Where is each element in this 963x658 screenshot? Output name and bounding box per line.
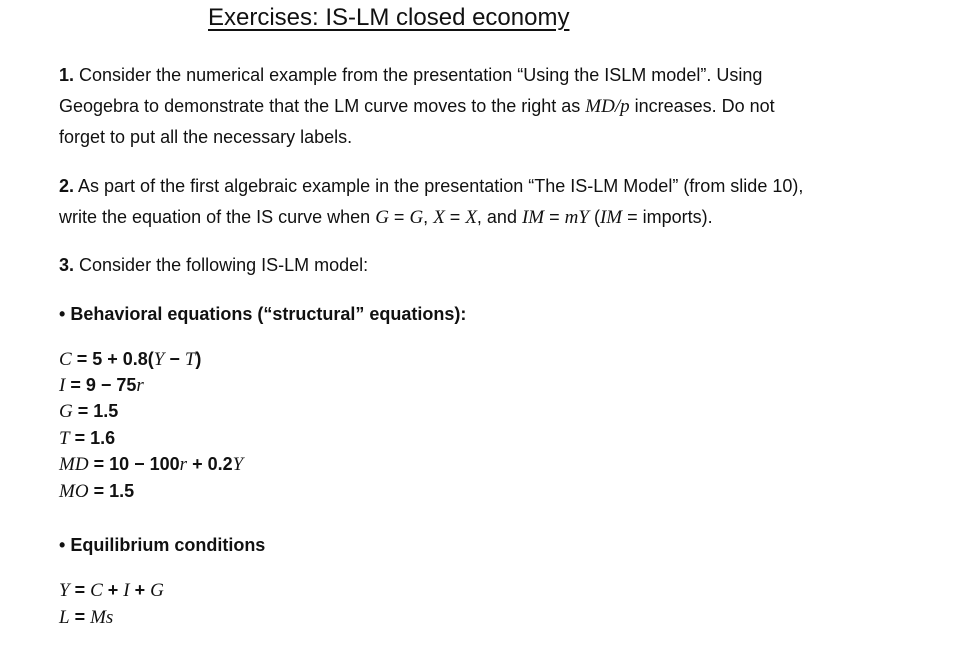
q1-text-b1: Geogebra to demonstrate that the LM curve moves to the right as — [59, 96, 586, 116]
equation-money-market — [59, 607, 113, 629]
eq-rhs: + 0.2 — [187, 454, 233, 474]
eq-rhs: = 5 + 0.8( — [71, 349, 154, 369]
equation-government — [59, 401, 118, 423]
eq-rhs: = — [69, 607, 91, 627]
q2-text-b1: write the equation of the IS curve when — [59, 207, 376, 227]
eq-lhs: Y — [59, 580, 70, 601]
equation-money-demand — [59, 454, 243, 476]
q1-number: 1. — [59, 65, 75, 85]
eq-var: r — [179, 454, 188, 475]
q2-text-eq1: = — [388, 207, 410, 227]
q1-line-1 — [59, 60, 775, 91]
eq-var: r — [136, 375, 144, 396]
question-1 — [59, 60, 775, 153]
eq-lhs: G — [59, 401, 73, 422]
eq-rhs: = 1.5 — [88, 481, 135, 501]
equation-money-supply — [59, 481, 134, 503]
eq-var: Ms — [90, 607, 114, 628]
q2-text-tail: = imports). — [622, 207, 713, 227]
eq-lhs: T — [59, 428, 70, 449]
q2-text-sep1: , — [423, 207, 434, 227]
eq-var: T — [184, 349, 196, 370]
q2-text-sep2: , and — [476, 207, 522, 227]
q2-math-xbar: X — [465, 207, 477, 228]
q2-line-1 — [59, 171, 803, 202]
eq-rhs: ) — [195, 349, 202, 369]
question-3 — [59, 250, 368, 281]
eq-lhs: MO — [59, 481, 89, 502]
q2-line-2 — [59, 202, 803, 233]
q2-text-a: As part of the first algebraic example in the presentation “The IS-LM Model” (from slide 10), — [78, 176, 804, 196]
q1-line-3 — [59, 122, 775, 153]
q2-math-my: mY — [564, 207, 589, 228]
q2-text-paren-open: ( — [588, 207, 600, 227]
behavioral-heading — [59, 299, 466, 330]
q3-number: 3. — [59, 255, 75, 275]
equilibrium-heading — [59, 530, 265, 561]
equation-investment — [59, 375, 144, 397]
q1-text-b2: increases. Do not — [629, 96, 775, 116]
q2-text-eq2: = — [444, 207, 466, 227]
eq-var: Y — [153, 349, 165, 370]
q2-text-eq3: = — [544, 207, 565, 227]
behavioral-heading-text: Behavioral equations (“structural” equations): — [70, 304, 467, 324]
eq-rhs: = — [69, 580, 91, 600]
equilibrium-heading-text: Equilibrium conditions — [70, 535, 266, 555]
eq-rhs: = 10 − 100 — [88, 454, 180, 474]
eq-var: G — [150, 580, 164, 601]
question-2 — [59, 171, 803, 233]
bullet-icon: • — [59, 535, 66, 555]
eq-rhs: = 1.5 — [72, 401, 119, 421]
eq-var: I — [123, 580, 130, 601]
eq-rhs: = 9 − 75 — [65, 375, 137, 395]
eq-rhs: = 1.6 — [69, 428, 116, 448]
q2-math-gbar: G — [409, 207, 424, 228]
eq-rhs: − — [164, 349, 185, 369]
q2-math-g: G — [375, 207, 389, 228]
eq-var: C — [90, 580, 103, 601]
eq-lhs: C — [59, 349, 72, 370]
equation-taxes — [59, 428, 115, 450]
q2-math-im: IM — [521, 207, 545, 228]
q2-math-x: X — [433, 207, 445, 228]
equation-goods-market — [59, 580, 164, 602]
q2-number: 2. — [59, 176, 75, 196]
q1-text-a: Consider the numerical example from the presentation “Using the ISLM model”. Using — [79, 65, 763, 85]
bullet-icon: • — [59, 304, 66, 324]
q1-line-2 — [59, 91, 775, 122]
eq-rhs: + — [129, 580, 151, 600]
q3-text: Consider the following IS-LM model: — [79, 255, 369, 275]
q1-math-md-p: MD/p — [585, 96, 630, 117]
eq-lhs: MD — [59, 454, 89, 475]
page-title: Exercises: IS-LM closed economy — [208, 4, 570, 31]
q2-math-im2: IM — [599, 207, 623, 228]
eq-rhs: + — [102, 580, 124, 600]
equation-consumption — [59, 349, 201, 371]
eq-var: Y — [232, 454, 244, 475]
eq-lhs: I — [59, 375, 66, 396]
eq-lhs: L — [59, 607, 70, 628]
q1-text-c: forget to put all the necessary labels. — [59, 127, 353, 147]
